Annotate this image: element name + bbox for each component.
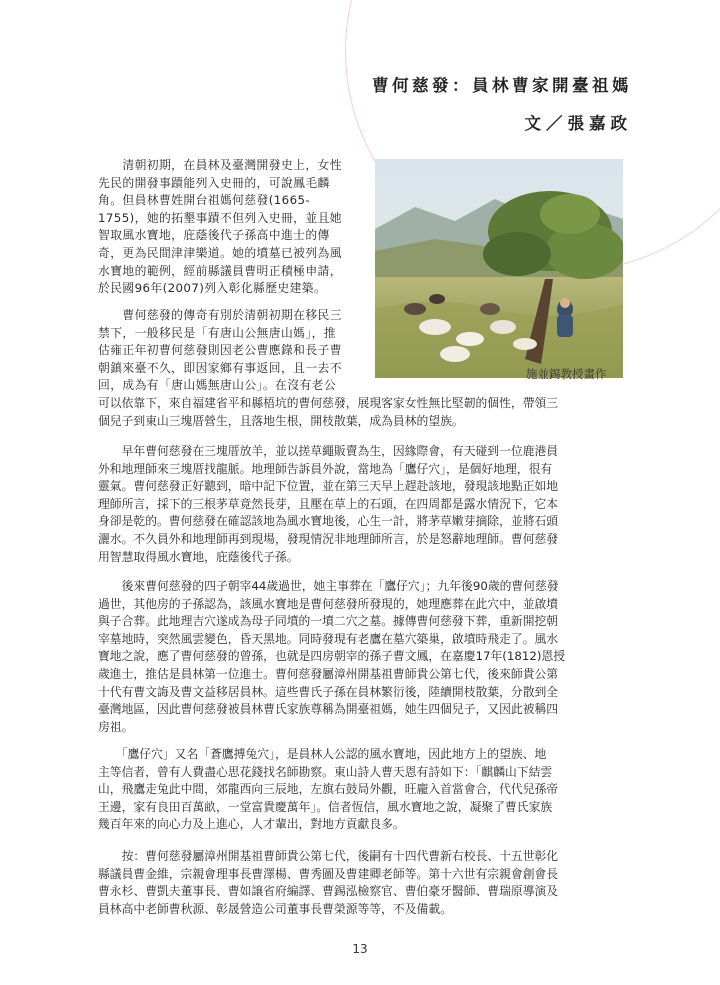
page-number: 13 xyxy=(352,942,368,956)
text-line: 宰墓地時，突然風雲變色，昏天黑地。同時發現有老鷹在墓穴築巢，啟墳時飛走了。風水 xyxy=(98,631,559,646)
text-line: 外和地理師來三塊厝找龍脈。地理師告訴員外說，當地為「鷹仔穴」，是個好地理，很有 xyxy=(98,461,553,476)
text-line: 身卻是乾的。曹何慈發在確認該地為風水寶地後，心生一計，將茅草嫩芽摘除，並將石頭 xyxy=(98,514,559,529)
text-line: 過世，其他房的子孫認為，該風水寶地是曹何慈發所發現的，她理應葬在此穴中，並啟墳 xyxy=(98,596,559,611)
text-line: 按：曹何慈發屬漳州開基祖曹師貴公第七代，後嗣有十四代曹新右校長、十五世彰化 xyxy=(98,849,559,863)
text-line: 回，成為有「唐山媽無唐山公」。在沒有老公 xyxy=(98,378,337,393)
text-line: 先民的開發事蹟能列入史冊的，可說鳳毛麟 xyxy=(98,175,330,190)
paragraph-5 xyxy=(98,746,628,834)
text-line: 曹永杉、曹凱夫董事長、曹如譲省府編譯、曹錫泓檢察官、曹伯豪牙醫師、曹瑞原導演及 xyxy=(98,884,559,899)
text-line: 臺灣地區，因此曹何慈發被員林曹氏家族尊稱為開臺祖媽，她生四個兒子，又因此被稱四 xyxy=(98,702,559,717)
text-line: 後來曹何慈發的四子朝宰44歲過世，她主事葬在「鷹仔穴」；九年後90歲的曹何慈發 xyxy=(98,579,559,593)
text-line: 估雍正年初曹何慈發則因老公曹應錄和長子曹 xyxy=(98,343,342,358)
paragraph-2 xyxy=(98,307,363,395)
text-line: 角。但員林曹姓開台祖媽何慈發(1665- xyxy=(98,193,311,208)
painting-caption: 施並錫教授畫作 xyxy=(526,367,607,381)
text-line: 房祖。 xyxy=(98,719,134,734)
text-line: 於民國96年(2007)列入彰化縣歷史建築。 xyxy=(98,281,327,296)
painting-figure xyxy=(375,159,623,378)
text-line: 寶地之說，應了曹何慈發的曾孫，也就是四房朝宰的孫子曹文鳳，在嘉慶17年(1812)恩授 xyxy=(98,649,566,664)
text-line: 灑水。不久員外和地理師再到現場，發現情況非地理師所言，於是怒辭地理師。曹何慈發 xyxy=(98,531,559,546)
article-title: 曹何慈發：員林曹家開臺祖媽 xyxy=(372,76,632,95)
text-line: 「鷹仔穴」又名「蒼鷹搏兔穴」，是員林人公認的風水寶地，因此地方上的望族、地 xyxy=(98,747,547,761)
text-line: 1755)，她的拓墾事蹟不但列入史冊，並且她 xyxy=(98,210,342,225)
text-line: 與子合葬。此地理吉穴遂成為母子同墳的一墳二穴之墓。據傳曹何慈發下葬，重新開挖朝 xyxy=(98,614,559,629)
text-line: 早年曹何慈發在三塊厝放羊，並以搓草繩販賣為生，因緣際會，有天碰到一位鹿港員 xyxy=(98,444,559,458)
text-line: 智取風水寶地，庇蔭後代子孫高中進士的傳 xyxy=(98,228,330,243)
text-line: 員林高中老師曹秋源、彰晟營造公司董事長曹榮源等等，不及備載。 xyxy=(98,901,452,916)
article-author: 文／張嘉政 xyxy=(524,114,632,133)
text-line: 縣議員曹金維，宗親會理事長曹澤楊、曹秀圖及曹建卿老師等。第十六世有宗親會創會長 xyxy=(98,866,559,881)
text-line: 王邊，家有良田百萬畝，一堂富貴慶萬年」。信者恆信，風水寶地之說，凝聚了曹氏家族 xyxy=(98,799,553,814)
text-line: 奇，更為民間津津樂道。她的墳墓已被列為風 xyxy=(98,245,342,260)
text-line: 水寶地的範例，經前縣議員曹明正積極申請， xyxy=(98,263,342,278)
text-line: 個兒子到東山三塊厝營生，且落地生根，開枝散葉，成為員林的望族。 xyxy=(98,413,464,428)
text-line: 朝鎮來臺不久，即因家鄉有事返回，且一去不 xyxy=(98,360,342,375)
paragraph-3 xyxy=(98,443,628,566)
text-line: 清朝初期，在員林及臺灣開發史上，女性 xyxy=(98,158,342,172)
paragraph-6 xyxy=(98,848,628,918)
text-line: 幾百年來的向心力及上進心，人才輩出，對地方貢獻良多。 xyxy=(98,817,405,832)
text-line: 禁下，一般移民是「有唐山公無唐山媽」，推 xyxy=(98,325,337,340)
paragraph-4 xyxy=(98,578,628,736)
text-line: 十代有曹文誨及曹文益移居員林。這些曹氏子孫在員林繁衍後，陸續開枝散葉，分散到全 xyxy=(98,684,559,699)
text-line: 用智慧取得風水寶地，庇蔭後代子孫。 xyxy=(98,549,299,564)
text-line: 主等信者，曾有人費盡心思花錢找名師勘察。東山詩人曹天恩有詩如下：「麒麟山下結雲 xyxy=(98,764,553,779)
text-line: 歲進士，推估是員林第一位進士。曹何慈發屬漳州開基祖曹師貴公第七代，後來師貴公第 xyxy=(98,666,559,681)
paragraph-1 xyxy=(98,157,363,298)
text-line: 靈氣。曹何慈發正好聽到，暗中記下位置，並在第三天早上趕赴該地，發現該地點正如地 xyxy=(98,479,559,494)
text-line: 曹何慈發的傳奇有別於清朝初期在移民三 xyxy=(98,308,342,322)
painting-image xyxy=(375,159,623,378)
paragraph-2-continued xyxy=(98,395,628,430)
text-line: 理師所言，採下的三根茅草竟然長芽，且壓在草上的石頭，在四周都是露水情況下，它本 xyxy=(98,496,559,511)
text-line: 山，飛鷹走兔此中間，郊龍西向三辰地，左旗右鼓局外觀，旺龐入首當會合，代代兒孫帝 xyxy=(98,782,559,797)
text-line: 可以依靠下，來自福建省平和縣梧坑的曹何慈發，展現客家女性無比堅韌的個性，帶領三 xyxy=(98,396,559,410)
